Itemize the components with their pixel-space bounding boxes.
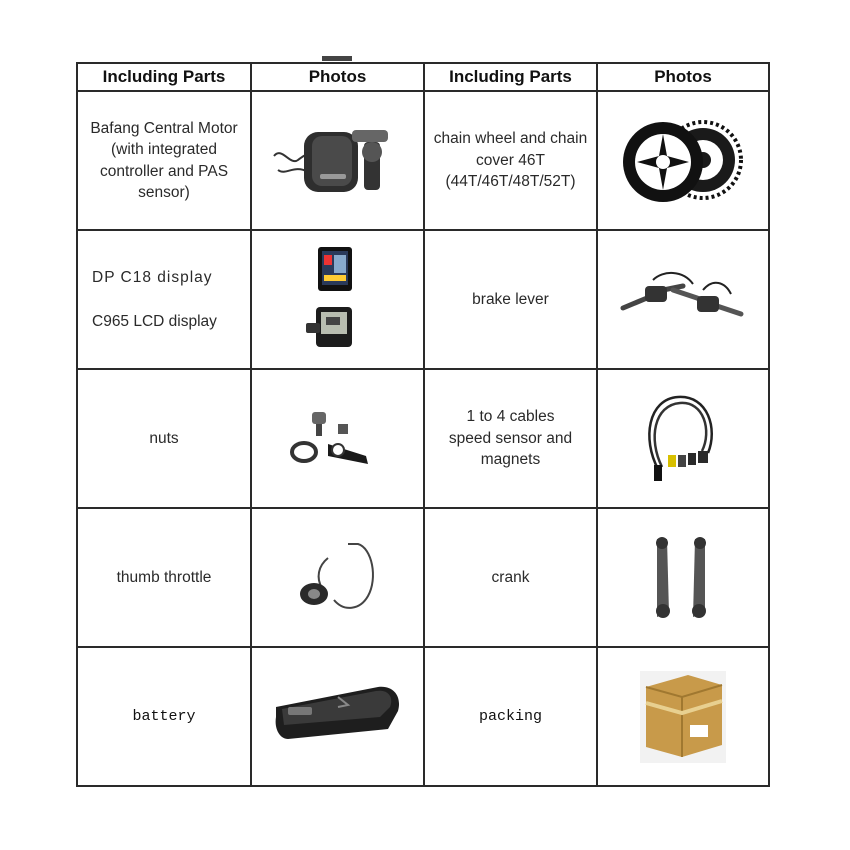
lcd-display-image bbox=[252, 231, 423, 368]
part-cell bbox=[77, 647, 251, 786]
top-decoration bbox=[322, 56, 352, 61]
part-label: 1 to 4 cables speed sensor and magnets bbox=[448, 408, 573, 469]
table-row bbox=[77, 369, 769, 508]
header-photos: Photos bbox=[251, 63, 424, 91]
photo-cell bbox=[251, 369, 424, 508]
part-label: crank bbox=[491, 568, 530, 586]
photo-cell bbox=[597, 369, 769, 508]
nuts-image bbox=[252, 370, 423, 507]
part-label: thumb throttle bbox=[116, 568, 212, 586]
crank-image bbox=[598, 509, 768, 646]
photo-cell bbox=[597, 230, 769, 369]
part-cell bbox=[424, 647, 597, 786]
part-cell bbox=[424, 369, 597, 508]
part-cell bbox=[77, 508, 251, 647]
battery-image bbox=[252, 648, 423, 785]
part-label: packing bbox=[478, 707, 542, 725]
cables-image bbox=[598, 370, 768, 507]
central-motor-image bbox=[252, 92, 423, 229]
photo-cell bbox=[597, 91, 769, 230]
part-cell bbox=[77, 369, 251, 508]
part-label: nuts bbox=[149, 429, 179, 447]
packing-box-image bbox=[598, 648, 768, 785]
brake-lever-image bbox=[598, 231, 768, 368]
header-including-parts: Including Parts bbox=[424, 63, 597, 91]
part-cell bbox=[424, 91, 597, 230]
thumb-throttle-image bbox=[252, 509, 423, 646]
table-row bbox=[77, 230, 769, 369]
part-label: brake lever bbox=[472, 290, 549, 308]
part-cell bbox=[424, 230, 597, 369]
table-row bbox=[77, 647, 769, 786]
photo-cell bbox=[597, 508, 769, 647]
chain-wheel-image bbox=[598, 92, 768, 229]
parts-table bbox=[76, 62, 770, 787]
photo-cell bbox=[251, 508, 424, 647]
photo-cell bbox=[251, 91, 424, 230]
header-including-parts: Including Parts bbox=[77, 63, 251, 91]
table-row bbox=[77, 508, 769, 647]
table-row bbox=[77, 91, 769, 230]
part-label: battery bbox=[132, 707, 196, 725]
photo-cell bbox=[251, 230, 424, 369]
part-cell bbox=[424, 508, 597, 647]
photo-cell bbox=[251, 647, 424, 786]
part-cell bbox=[77, 230, 251, 369]
table-header-row bbox=[77, 63, 769, 91]
part-cell bbox=[77, 91, 251, 230]
part-label: chain wheel and chain cover 46T (44T/46T/48T/52T) bbox=[433, 130, 588, 191]
part-label: C965 LCD display bbox=[92, 312, 217, 330]
part-label: Bafang Central Motor (with integrated controller and PAS sensor) bbox=[90, 119, 238, 201]
photo-cell bbox=[597, 647, 769, 786]
part-label: DP C18 display bbox=[92, 268, 213, 286]
header-photos: Photos bbox=[597, 63, 769, 91]
